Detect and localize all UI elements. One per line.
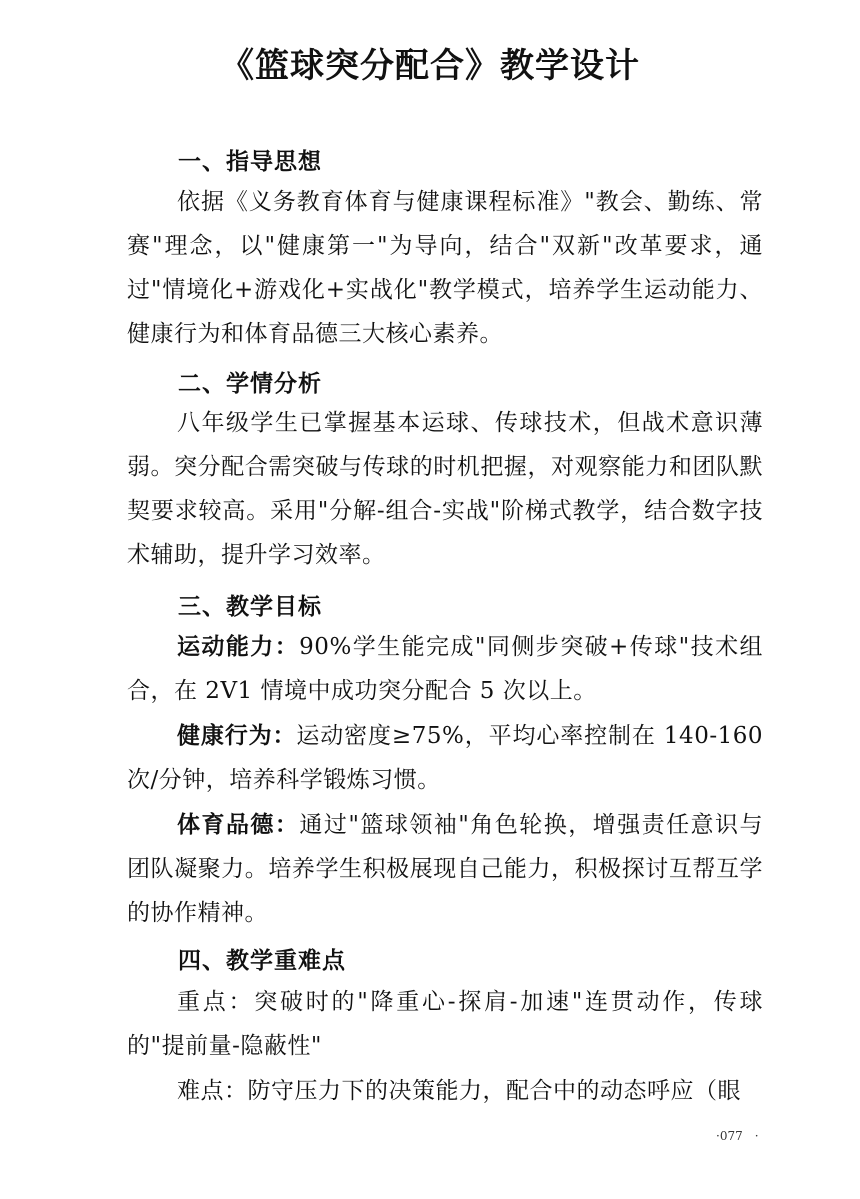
goal-text: 运动密度≥75%，平均心率控制在 140-160 次/分钟，培养科学锻炼习惯。: [127, 723, 764, 793]
paragraph-guiding-ideology: 依据《义务教育体育与健康课程标准》"教会、勤练、常赛"理念，以"健康第一"为导向，结合"双新"改革要求，通过"情境化+游戏化+实战化"教学模式，培养学生运动能力、健康行为和体育品德三大核心素养。: [127, 189, 763, 347]
goal-health-behavior: [127, 714, 763, 802]
document-title: 《篮球突分配合》教学设计: [220, 46, 640, 86]
section-heading-student-analysis: 二、学情分析: [178, 371, 322, 397]
goal-label: 运动能力：: [177, 634, 300, 660]
paragraph-student-analysis: 八年级学生已掌握基本运球、传球技术，但战术意识薄弱。突分配合需突破与传球的时机把握，对观察能力和团队默契要求较高。采用"分解-组合-实战"阶梯式教学，结合数字技术辅助，提升学习效率。: [127, 410, 763, 568]
paragraph-difficulties: 难点：防守压力下的决策能力，配合中的动态呼应（眼: [177, 1078, 741, 1104]
section-heading-teaching-goals: 三、教学目标: [178, 594, 322, 620]
goal-text: 通过"篮球领袖"角色轮换，增强责任意识与团队凝聚力。培养学生积极展现自己能力，积极探讨互帮互学的协作精神。: [127, 812, 764, 926]
paragraph-key-points: 重点：突破时的"降重心-探肩-加速"连贯动作，传球的"提前量-隐蔽性": [127, 989, 763, 1059]
section-heading-key-difficulties: 四、教学重难点: [178, 948, 346, 974]
page-number: ·077 ·: [716, 1129, 759, 1143]
section-heading-guiding-ideology: 一、指导思想: [178, 149, 322, 175]
goal-motor-ability: [127, 625, 763, 713]
goal-text: 90%学生能完成"同侧步突破+传球"技术组合，在 2V1 情境中成功突分配合 5 次以上。: [127, 634, 763, 704]
goal-sports-character: [127, 803, 763, 935]
goal-label: 体育品德：: [177, 812, 300, 838]
goal-label: 健康行为：: [177, 723, 297, 749]
